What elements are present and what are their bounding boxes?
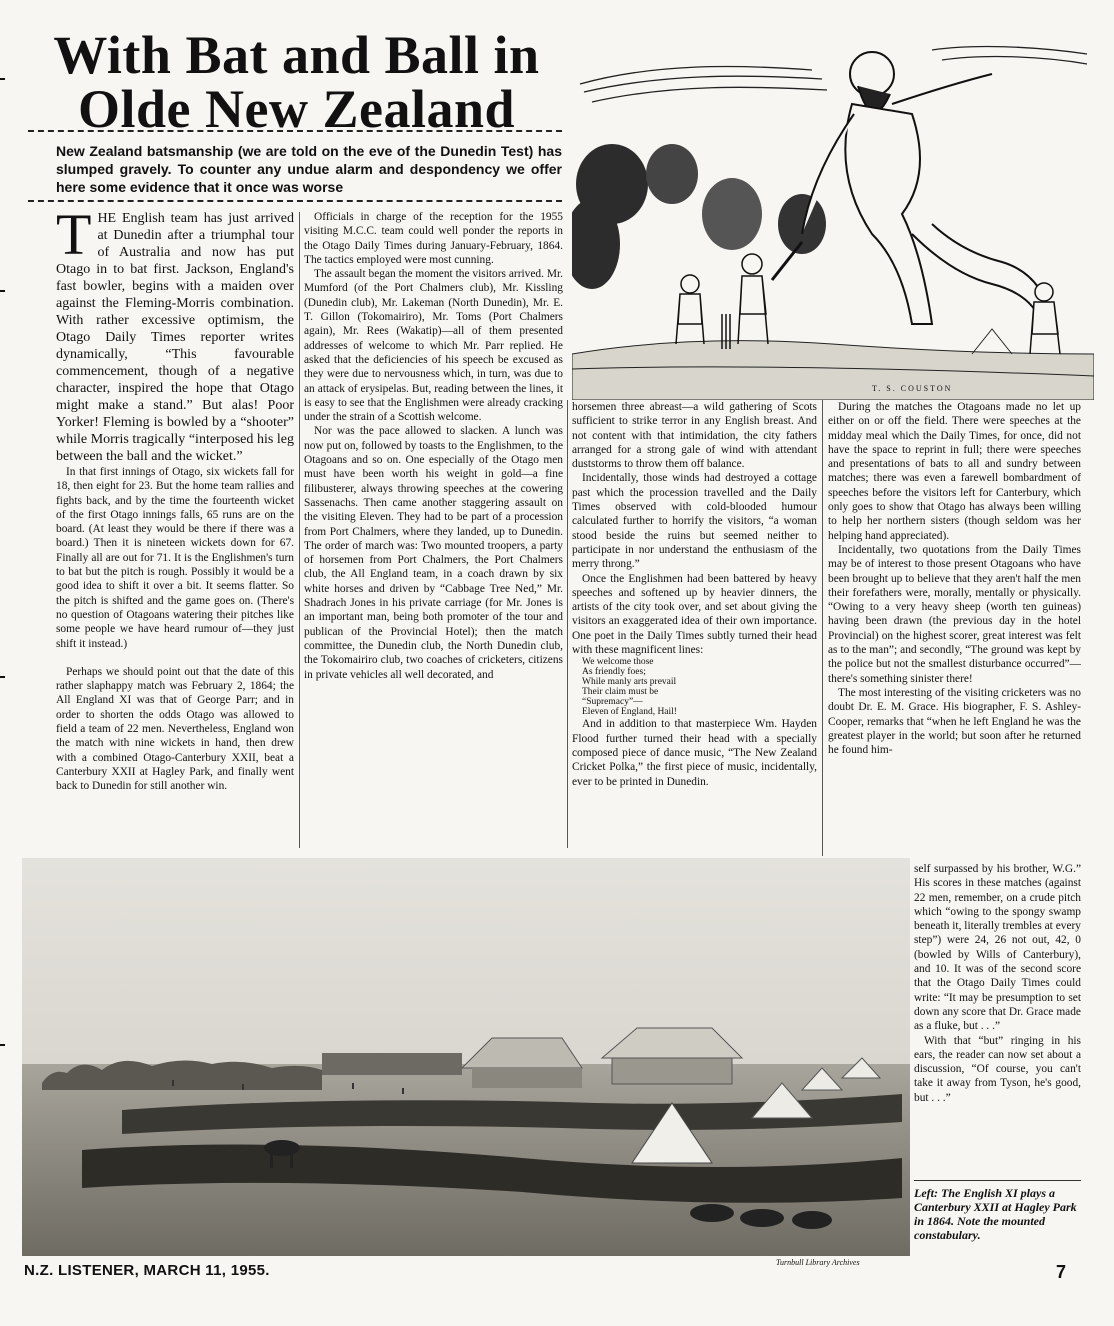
poem-line: We welcome those	[582, 657, 654, 668]
publication-footer: N.Z. LISTENER, MARCH 11, 1955.	[24, 1262, 270, 1279]
article-column-3	[572, 400, 817, 850]
paragraph: Officials in charge of the reception for the 1955 visiting M.C.C. team could well ponder the reports in the Otago Daily Times during January-February, 1864. The tactics employed were most cunning.	[304, 211, 563, 266]
margin-mark	[0, 676, 5, 678]
poem-line: As friendly foes;	[582, 667, 646, 678]
drop-cap: T	[56, 210, 92, 267]
margin-mark	[0, 290, 5, 292]
paragraph: During the matches the Otagoans made no let up either on or off the field. There were speeches at the midday meal which the Daily Times, for once, did not have the space to reprint in full; there were speeches and presentations of bats to all and sundry between matches; there was even a farewell bombardment of speeches before the visitors left for Canterbury, which only goes to show that Otago has always been willing to help her northern sisters (though seldom was her helping hand appreciated).	[828, 401, 1081, 542]
photo-credit: Turnbull Library Archives	[776, 1258, 860, 1267]
paragraph: In that first innings of Otago, six wickets fall for 18, then eight for 23. But the home team rallies and fights back, and by the time the fourteenth wicket of the first Otago innings falls, 65 runs are on the board. (At least they would be there if there was a board.) Then it is nineteen wickets down for 67. Finally all are out for 71. It is the Englishmen's turn to bat but the pitch is rough. Possibly it would be a good idea to shift it over a bit. It seems flatter. So the pitch is shifted and the game goes on. (There's no question of Otagoans watering their pitches like some people we have heard rumour of—they just shift it instead.)	[56, 466, 294, 650]
poem-line: While manly arts prevail	[582, 677, 677, 688]
hagley-park-photo	[22, 858, 910, 1256]
column-divider	[822, 400, 823, 856]
article-column-1	[56, 210, 294, 850]
headline	[24, 25, 569, 139]
caption-rule	[914, 1180, 1081, 1181]
column-divider	[299, 212, 300, 848]
paragraph: Incidentally, two quotations from the Daily Times may be of interest to those present Otagoans who have been brought up to believe that they aren't half the men their forefathers were, morally, mentally or physically. “Owing to a very heavy sheep (worth ten guineas) having been drawn (the previous day in the hotel Provincial) on the highest scorer, great interest was felt as to the man”; and secondly, “The ground was kept by the police but not the smallest disturbance occurred”—there's something sinister there!	[828, 543, 1081, 685]
photo-caption: Left: The English XI plays a Canterbury XXII at Hagley Park in 1864. Note the mounted constabulary.	[914, 1186, 1077, 1242]
poem-line: Eleven of England, Hail!	[582, 707, 677, 718]
margin-mark	[0, 1044, 5, 1046]
headline-line-2: Olde New Zealand	[77, 79, 516, 139]
poem-line: Their claim must be	[582, 687, 659, 698]
paragraph: Incidentally, those winds had destroyed a cottage past which the procession travelled and the Daily Times observed with cold-blooded humour calculated further to horrify the visitors, “a woman stood beside the ruins but seemed neither to participate in nor understand the enthusiasm of the merry throng.”	[572, 472, 817, 571]
paragraph: With that “but” ringing in his ears, the reader can now set about a discussion, “Of course, you can't take it away from Tyson, he's good, but . . .”	[914, 1034, 1081, 1104]
column-divider	[567, 400, 568, 848]
intro-top-rule	[28, 130, 562, 132]
paragraph: The assault began the moment the visitors arrived. Mr. Mumford (of the Port Chalmers club), Mr. Kissling (Dunedin club), Mr. Lakeman (North Dunedin), Mr. E. T. Gillon (Tokomairiro), Mr. Toms (Port Chalmers again), Mr. Rees (Wakatip)—all of them presented addresses of welcome to which Mr. Parr replied. He asked that the deficiencies of his speech be excused as they were due to nervousness which, in turn, was due to an attack of erysipelas. But, reading between the lines, it is easy to see that the Englishmen were already cracking under the strain of a Scottish welcome.	[304, 268, 563, 424]
article-column-4	[828, 400, 1081, 862]
lede-continued: against the Fleming-Morris combination. With rather excessive optimism, the Otago Daily Times reporter writes dynamically, “This favourable commencement, though of a negative character, inspired the hope that Otago might make a stand.” But alas! Poor Yorker! Fleming is bowled by a “shooter” while Morris tragically “interposed his leg between the ball and the wicket.”	[56, 296, 294, 464]
headline-line-1: With Bat and Ball in	[53, 25, 540, 85]
lede-text: HE English team has just arrived at Dunedin after a triumphal tour of Australia and now has put Otago in to bat first. Jackson, England's fast bowler, begins with a maiden over	[56, 211, 294, 294]
paragraph: The most interesting of the visiting cricketers was no doubt Dr. E. M. Grace. His biographer, F. S. Ashley-Cooper, remarks that “when he left England he was the greatest player in the world; but soon after he returned he found him-	[828, 686, 1081, 757]
paragraph: Perhaps we should point out that the date of this rather slaphappy match was February 2, 1864; the All England XI was that of George Parr; and in order to shorten the odds Otago was allowed to field a team of 22 men. Nevertheless, England won the match with nine wickets in hand, then drew with a combined Otago-Canterbury XXII, beat a Canterbury XXII at Hagley Park, and finally went back to Dunedin for still another win.	[56, 665, 294, 793]
paragraph: Once the Englishmen had been battered by heavy speeches and softened up by heavier dinners, the artists of the city took over, and set about giving the visitors an exaggerated idea of their own importance. One poet in the Daily Times subtly turned their head with these magnificent lines:	[572, 572, 817, 657]
margin-mark	[0, 78, 5, 80]
page-number: 7	[1056, 1262, 1067, 1282]
cricket-ground-photo-icon	[22, 858, 910, 1256]
paragraph: horsemen three abreast—a wild gathering of Scots sufficient to strike terror in any English breast. And not content with that intimidation, the city fathers arranged for a strong gale of wind with attendant duststorms to throw them off balance.	[572, 401, 817, 471]
intro-bottom-rule	[28, 200, 562, 202]
intro-standfirst: New Zealand batsmanship (we are told on the eve of the Dunedin Test) has slumped gravely. To counter any undue alarm and despondency we offer here some evidence that it once was worse	[56, 143, 562, 195]
illustration-signature: T. S. COUSTON	[872, 384, 953, 393]
article-column-2	[304, 210, 563, 850]
cricket-illustration	[572, 24, 1094, 400]
paragraph: Nor was the pace allowed to slacken. A lunch was now put on, followed by toasts to the Englishmen, to the Otagoans and so on. One especially of the Otago men must have been worth his weight in gold—a fine filibusterer, always throwing speeches at the cowering Sassenachs. Then came another staggering assault on the visiting Eleven. They had to be part of a procession from Port Chalmers, where they landed, up to Dunedin. The order of march was: Two mounted troopers, a party of horsemen from Port Chalmers, the Port Chalmers club, the All England team, in a coach drawn by six white horses and driven by “Cabbage Tree Ned,” Mr. Shadrach Jones in his private carriage (for Mr. Jones is an important man, being both promoter of the tour and publican of the Provincial Hotel); then the match committee, the Dunedin club, the North Dunedin club, the Tokomairiro club, two coaches of cricketers, citizens in private vehicles all well decorated, and	[304, 425, 563, 681]
poem-line: “Supremacy”—	[582, 697, 643, 708]
paragraph: self surpassed by his brother, W.G.” His scores in these matches (against 22 men, remember, on a crude pitch which “owing to the spongy swamp beneath it, literally trembles at every step”) were 24, 26 not out, 42, 0 (bowled by Wills of Canterbury), and 10. It was of the second score that the Otago Daily Times could write: “It may be presumption to set down any score that Dr. Grace made as a fluke, but . . .”	[914, 863, 1081, 1033]
paragraph: And in addition to that masterpiece Wm. Hayden Flood further turned their head with a specially composed piece of dance music, “The New Zealand Cricket Polka,” the first piece of music, incidentally, ever to be printed in Dunedin.	[572, 718, 817, 788]
lede-paragraph	[56, 210, 294, 465]
bowler-drawing-icon	[572, 24, 1094, 400]
